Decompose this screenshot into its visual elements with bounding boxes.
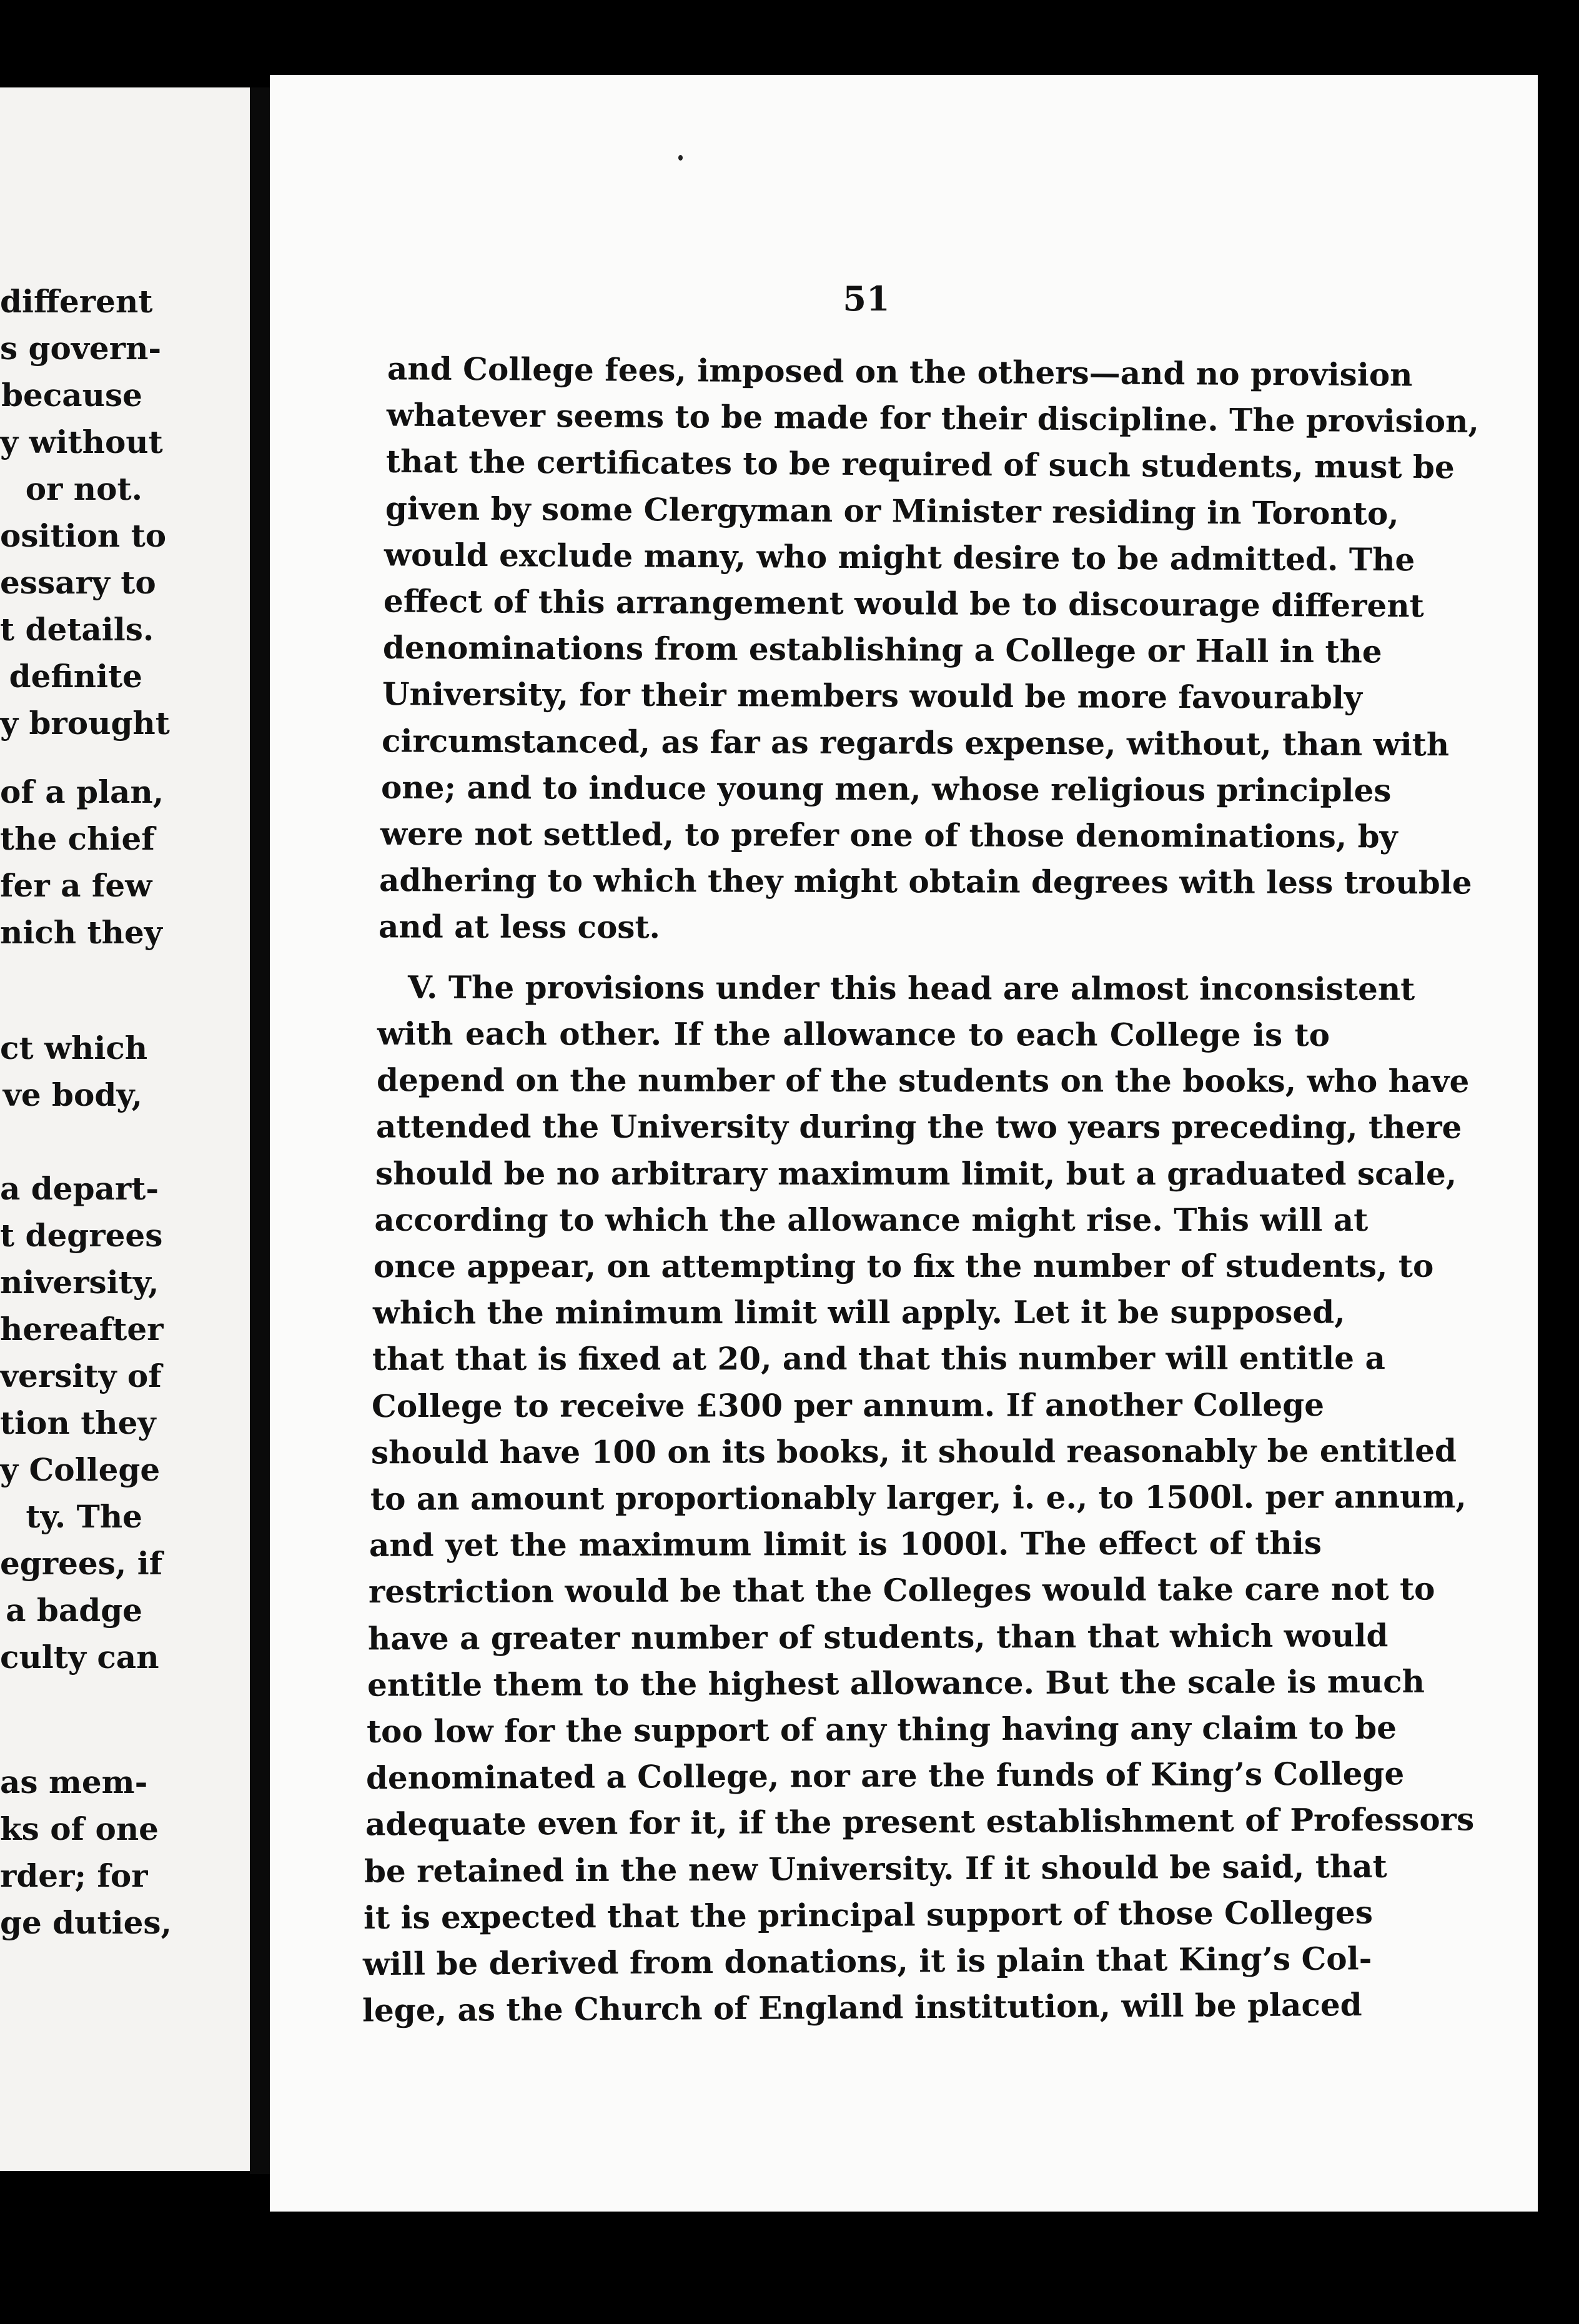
body-text-line: and College fees, imposed on the others—and no provision [387, 350, 1413, 394]
body-text-line: according to which the allowance might rise. This will at [374, 1201, 1369, 1238]
left-page-line: because [1, 377, 142, 414]
body-text-line: adequate even for it, if the present establishment of Professors [365, 1800, 1474, 1843]
body-text-line: and at less cost. [379, 908, 661, 946]
body-text-line: whatever seems to be made for their discipline. The provision, [386, 396, 1479, 440]
left-page-line: essary to [0, 564, 156, 601]
body-text-line: entitle them to the highest allowance. But the scale is much [367, 1662, 1425, 1704]
left-page-line: ve body, [2, 1076, 142, 1113]
left-page-line: rder; for [0, 1857, 148, 1894]
body-text-line: with each other. If the allowance to each College is to [377, 1015, 1330, 1054]
left-page-line: nich they [0, 914, 162, 951]
body-text-line: lege, as the Church of England institution, will be placed [362, 1986, 1362, 2029]
body-text-line: will be derived from donations, it is plain that King’s Col- [362, 1940, 1372, 1983]
left-page-line: tion they [0, 1404, 156, 1441]
body-text-line: and yet the maximum limit is 1000l. The effect of this [369, 1524, 1322, 1564]
left-page-line: different [0, 283, 153, 320]
left-page-line: of a plan, [0, 773, 164, 810]
body-text-line: restriction would be that the Colleges would take care not to [369, 1570, 1435, 1611]
left-page-line: or not. [25, 470, 142, 507]
left-page [0, 87, 250, 2171]
left-page-line: s govern- [0, 330, 162, 367]
body-text-line: which the minimum limit will apply. Let it be supposed, [373, 1293, 1345, 1331]
body-text-line: circumstanced, as far as regards expense, without, than with [381, 722, 1450, 763]
body-text-line: too low for the support of any thing having any claim to be [366, 1709, 1397, 1750]
left-page-line: y brought [0, 705, 170, 742]
body-text-line: attended the University during the two years preceding, there [375, 1108, 1462, 1146]
left-page-line: culty can [0, 1639, 159, 1676]
left-page-line: as mem- [0, 1764, 148, 1800]
left-page-line: the chief [0, 820, 155, 857]
left-page-line: hereafter [0, 1311, 164, 1348]
body-text-line: that the certificates to be required of such students, must be [385, 443, 1455, 486]
left-page-line: a badge [6, 1592, 142, 1629]
left-page-line: t details. [0, 611, 154, 648]
body-text-line: should have 100 on its books, it should reasonably be entitled [370, 1432, 1457, 1471]
body-text-line: were not settled, to prefer one of those denominations, by [380, 815, 1398, 855]
left-page-line: ct which [0, 1030, 148, 1066]
body-text-line: adhering to which they might obtain degrees with less trouble [379, 862, 1473, 901]
body-text-line: should be no arbitrary maximum limit, but a graduated scale, [375, 1155, 1457, 1192]
body-text-line: University, for their members would be more favourably [382, 675, 1363, 717]
body-text-line: effect of this arrangement would be to discourage different [384, 582, 1425, 625]
body-text-line: depend on the number of the students on the books, who have [376, 1061, 1470, 1100]
body-text-line: it is expected that the principal support of those Colleges [364, 1894, 1374, 1936]
body-text-line: be retained in the new University. If it should be said, that [364, 1847, 1388, 1890]
body-text-line: one; and to induce young men, whose religious principles [380, 768, 1392, 809]
book-gutter [250, 87, 270, 2174]
left-page-line: a depart- [0, 1170, 159, 1207]
left-page-line: fer a few [0, 867, 152, 904]
page-number: 51 [843, 279, 890, 319]
left-page-line: versity of [0, 1358, 162, 1394]
paragraph-start-line: V. The provisions under this head are almost inconsistent [408, 968, 1415, 1008]
body-text-line: have a greater number of students, than that which would [368, 1616, 1388, 1657]
left-page-line: y without [0, 424, 163, 460]
left-page-line: osition to [0, 517, 167, 554]
body-text-line: denominations from establishing a College or Hall in the [383, 628, 1382, 670]
body-text-line: once appear, on attempting to fix the number of students, to [374, 1247, 1434, 1285]
body-text-line: would exclude many, who might desire to be admitted. The [384, 536, 1415, 579]
left-page-line: ty. The [26, 1498, 142, 1535]
body-text-line: College to receive £300 per annum. If another College [371, 1386, 1324, 1424]
body-text-line: that that is fixed at 20, and that this number will entitle a [372, 1339, 1385, 1378]
left-page-line: y College [0, 1451, 161, 1488]
left-page-line: ks of one [0, 1810, 159, 1847]
left-page-line: egrees, if [0, 1545, 163, 1582]
body-text-line: denominated a College, nor are the funds of King’s College [365, 1755, 1405, 1797]
body-text-line: given by some Clergyman or Minister residing in Toronto, [385, 489, 1399, 532]
body-text-line: to an amount proportionably larger, i. e., to 1500l. per annum, [370, 1477, 1467, 1517]
right-page [270, 75, 1538, 2212]
left-page-line: t degrees [0, 1217, 163, 1254]
ink-speck [678, 155, 683, 161]
left-page-line: definite [9, 658, 142, 695]
left-page-line: ge duties, [0, 1904, 172, 1941]
left-page-line: niversity, [0, 1264, 159, 1301]
